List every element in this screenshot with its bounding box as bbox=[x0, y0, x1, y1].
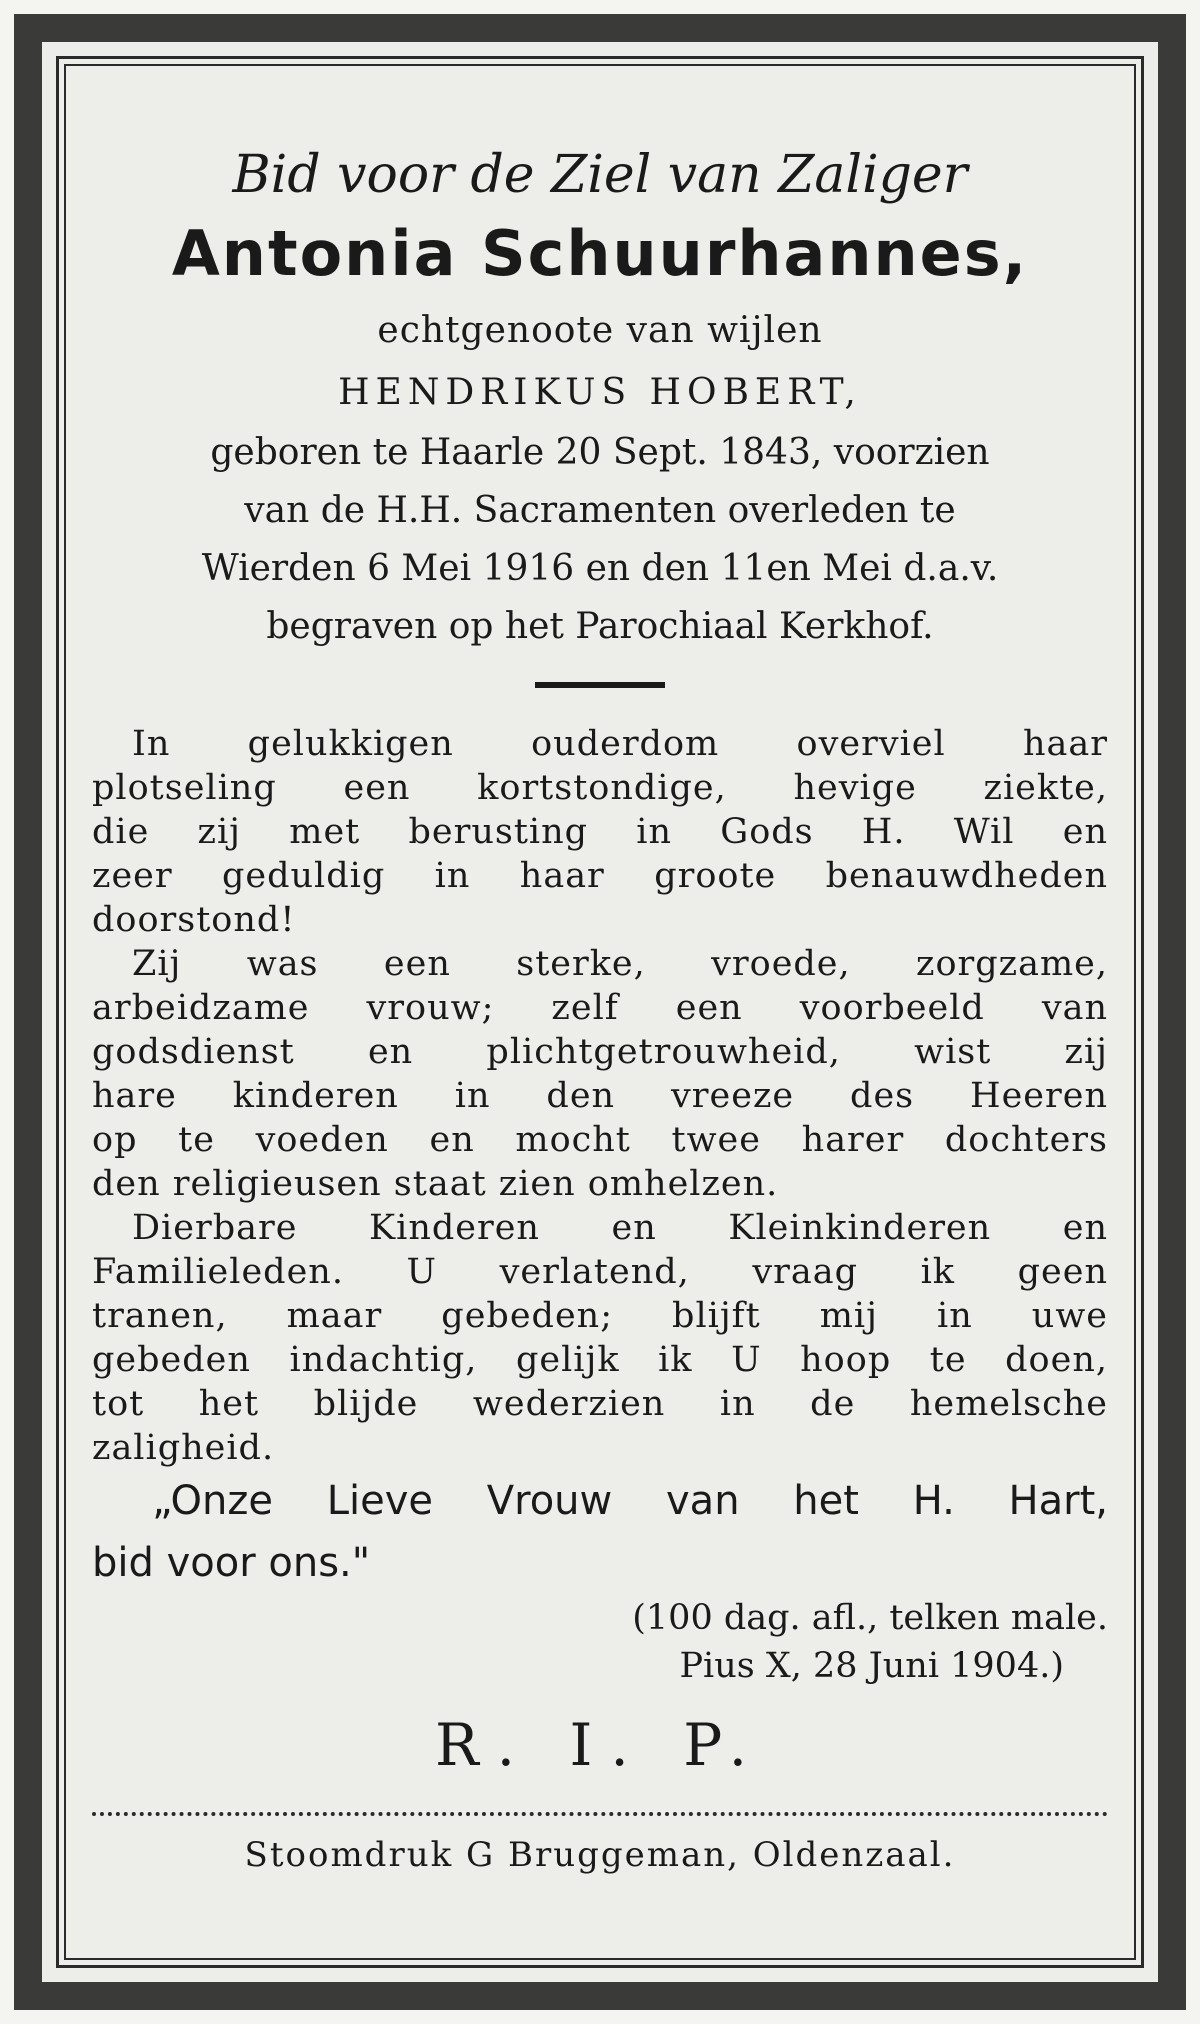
card-header bbox=[92, 142, 1108, 424]
card-content bbox=[72, 72, 1128, 1952]
text-line: Dierbare Kinderen en Kleinkinderen en bbox=[132, 1208, 1108, 1248]
text-line: zaligheid. bbox=[92, 1428, 275, 1468]
invocation-heading: Bid voor de Ziel van Zaliger bbox=[232, 145, 968, 205]
dotted-divider bbox=[92, 1812, 1108, 1816]
text-line: tot het blijde wederzien in de hemelsche bbox=[92, 1384, 1108, 1424]
deceased-name: Antonia Schuurhannes, bbox=[171, 217, 1029, 290]
memorial-card bbox=[14, 14, 1186, 2010]
dates-line: geboren te Haarle 20 Sept. 1843, voorzien bbox=[210, 432, 990, 473]
text-line: die zij met berusting in Gods H. Wil en bbox=[92, 812, 1108, 852]
indulgence-line: Pius X, 28 Juni 1904.) bbox=[679, 1646, 1064, 1686]
text-line: zeer geduldig in haar groote benauwdheden bbox=[92, 856, 1108, 896]
dates-paragraph bbox=[92, 424, 1108, 656]
relation-line: echtgenoote van wijlen bbox=[377, 310, 823, 351]
card-paper bbox=[42, 42, 1158, 1982]
spouse-name: HENDRIKUS HOBERT, bbox=[338, 372, 862, 413]
indulgence-line: (100 dag. afl., telken male. bbox=[632, 1598, 1108, 1638]
text-line: godsdienst en plichtgetrouwheid, wist zij bbox=[92, 1032, 1108, 1072]
indulgence-note bbox=[92, 1594, 1108, 1690]
text-line: den religieusen staat zien omhelzen. bbox=[92, 1164, 779, 1204]
prayer-line: bid voor ons." bbox=[92, 1540, 371, 1586]
prayer-invocation bbox=[92, 1470, 1108, 1594]
text-line: tranen, maar gebeden; blijft mij in uwe bbox=[92, 1296, 1108, 1336]
rip-closing: R. I. P. bbox=[434, 1711, 766, 1779]
text-line: doorstond! bbox=[92, 900, 296, 940]
text-line: op te voeden en mocht twee harer dochters bbox=[92, 1120, 1108, 1160]
dates-line: Wierden 6 Mei 1916 en den 11en Mei d.a.v. bbox=[201, 548, 999, 589]
section-divider bbox=[535, 682, 665, 688]
text-line: hare kinderen in den vreeze des Heeren bbox=[92, 1076, 1108, 1116]
text-line: arbeidzame vrouw; zelf een voorbeeld van bbox=[92, 988, 1108, 1028]
text-line: Zij was een sterke, vroede, zorgzame, bbox=[132, 944, 1108, 984]
text-line: In gelukkigen ouderdom overviel haar bbox=[132, 724, 1108, 764]
text-line: plotseling een kortstondige, hevige ziekte, bbox=[92, 768, 1108, 808]
text-line: gebeden indachtig, gelijk ik U hoop te doen, bbox=[92, 1340, 1108, 1380]
text-line: Familieleden. U verlatend, vraag ik geen bbox=[92, 1252, 1108, 1292]
dates-line: begraven op het Parochiaal Kerkhof. bbox=[266, 606, 934, 647]
dates-line: van de H.H. Sacramenten overleden te bbox=[244, 490, 956, 531]
printer-credit: Stoomdruk G Bruggeman, Oldenzaal. bbox=[244, 1835, 956, 1875]
prayer-line: „Onze Lieve Vrouw van het H. Hart, bbox=[152, 1478, 1108, 1524]
memorial-text bbox=[92, 722, 1108, 1470]
